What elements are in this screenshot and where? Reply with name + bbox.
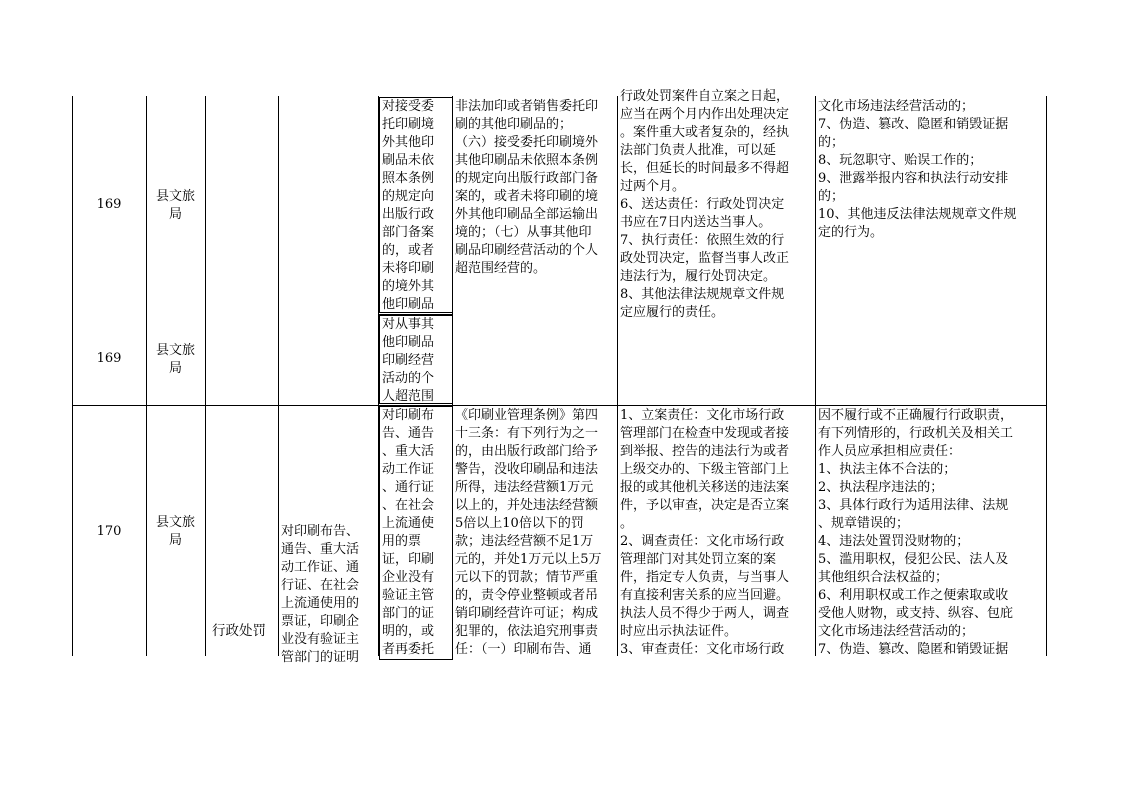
legal-basis-cell: 《印刷业管理条例》第四 十三条：有下列行为之一 的，由出版行政部门给予 警告，没收印刷品和违法 所得，违法经营额1万元 以上的，并处违法经营额 5倍以上10倍以下的罚 款；违法经营额不足1万 元的，并处1万元以上5万 元以下的罚款；情节严重 的，责令停业整顿或者吊 销印刷经营许可证；构成 犯罪的，依法追究刑事责 任：（一）印刷布告、通 [455,408,602,657]
sub-item-cell: 对从事其 他印刷品 印刷经营 活动的个 人超范围 [380,316,452,403]
responsibility-cell: 1、立案责任：文化市场行政 管理部门在检查中发现或者接 到举报、控告的违法行为或者 上级交办的、下级主管部门上 报的或其他机关移送的违法案 件，予以审查，决定是否立案 。 2、调查责任：文化市场行政 管理部门对其处罚立案的案 件，指定专人负责，与当事人 有直接利害关系的应当回避。 执法人员不得少于两人，调查 时应出示执法证件。 3、审查责任：文化市场行政 [620,408,790,657]
grid-line [617,96,618,656]
accountability-cell: 文化市场违法经营活动的； 7、伪造、篡改、隐匿和销毁证据 的； 8、玩忽职守、贻误工作的； 9、泄露举报内容和执法行动安排 的； 10、其他违反法律法规规章文件规 定的行为。 [818,99,1017,240]
row-number: 169 [96,351,122,366]
table-sheet [72,89,1047,665]
row-number: 169 [96,197,122,212]
grid-line [72,405,278,406]
grid-line [378,314,452,315]
grid-line [72,96,73,656]
department-cell: 县文旅 局 [155,515,195,548]
sub-item-cell: 对印刷布 告、通告 、重大活 动工作证 、通行证 、在社会 上流通使 用的票 证，印刷 企业没有 验证主管 部门的证 明的，或 者再委托 [380,407,452,659]
grid-line [1046,96,1047,656]
item-name-cell: 对印刷布告、 通告、重大活 动工作证、通 行证、在社会 上流通使用的 票证，印刷企 业没有验证主 管部门的证明 [281,524,360,665]
responsibility-cell: 行政处罚案件自立案之日起， 应当在两个月内作出处理决定 。案件重大或者复杂的，经执 法部门负责人批准，可以延 长，但延长的时间最多不得超 过两个月。 6、送达责任：行政处罚决定 书应在7日内送达当事人。 7、执行责任：依照生效的行 政处罚决定，监督当事人改正 违法行为，履行处罚决定。 8、其他法律法规规章文件规 定应履行的责任。 [620,89,790,320]
category-cell: 行政处罚 [212,623,266,639]
sub-item-cell: 对接受委 托印刷境 外其他印 刷品未依 照本条例 的规定向 出版行政 部门备案 的，或者 未将印刷 的境外其 他印刷品 [380,98,452,312]
grid-line [278,96,279,656]
accountability-cell: 因不履行或不正确履行行政职责， 有下列情形的，行政机关及相关工 作人员应承担相应责任： 1、执法主体不合法的； 2、执法程序违法的； 3、具体行政行为适用法律、法规 、规章错误的； 4、违法处置罚没财物的； 5、滥用职权，侵犯公民、法人及 其他组织合法权益的； 6、利用职权或工作之便索取或收 受他人财物，或支持、纵容、包庇 文化市场违法经营活动的； 7、伪造、篡改、隐匿和销毁证据 [818,408,1014,657]
grid-line [452,96,453,656]
department-cell: 县文旅 局 [155,343,195,376]
grid-line [205,96,206,656]
row-number: 170 [96,524,122,539]
legal-basis-cell: 非法加印或者销售委托印 刷的其他印刷品的； （六）接受委托印刷境外 其他印刷品未依照本条例 的规定向出版行政部门备 案的，或者未将印刷的境 外其他印刷品全部运输出 境的；（七）从事其他印 刷品印刷经营活动的个人 超范围经营的。 [455,99,599,276]
grid-line [815,96,816,656]
grid-line [378,96,379,656]
department-cell: 县文旅 局 [155,189,195,222]
